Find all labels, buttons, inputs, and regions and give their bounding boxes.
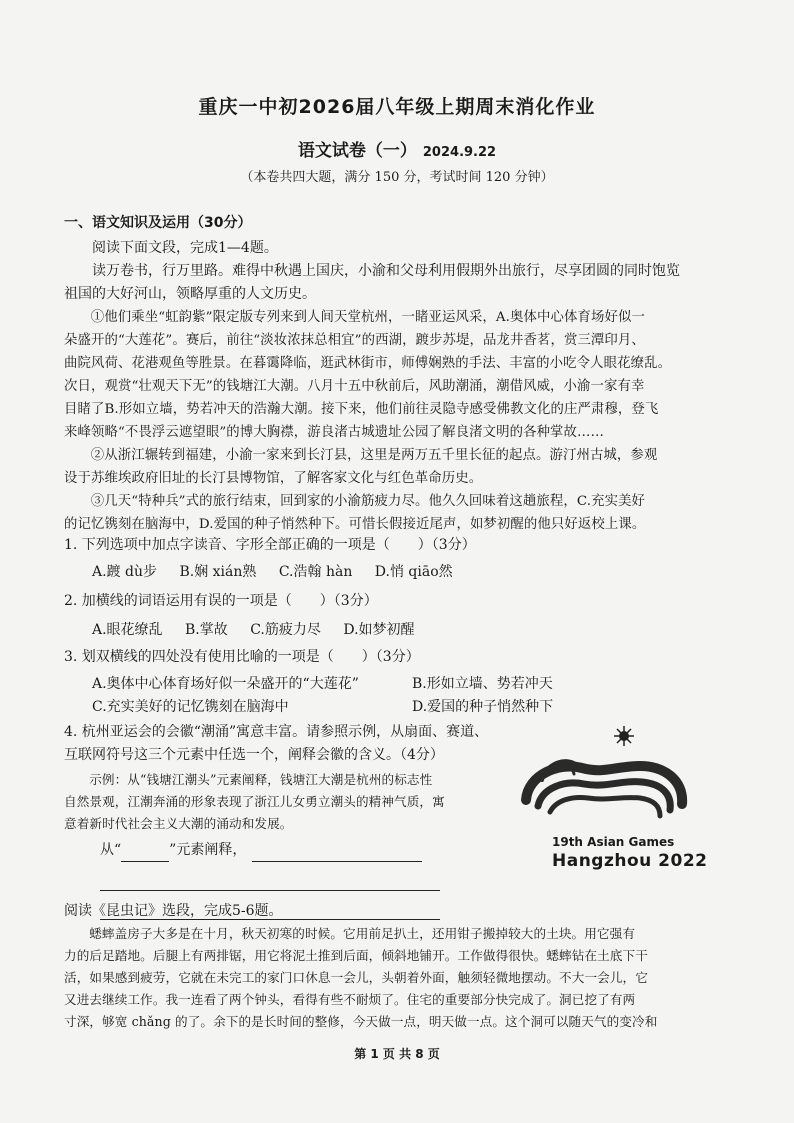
q3-option-a: A.奥体中心体育场好似一朵盛开的“大莲花” [92, 676, 359, 692]
exam-subtitle [0, 136, 794, 161]
q2-option-b: B.掌故 [185, 622, 228, 638]
exam-date: 2024.9.22 [422, 145, 497, 160]
q2-stem: 2. 加横线的词语运用有误的一项是（ ）（3分） [64, 593, 378, 609]
q1-option-a: A.踱 dù步 [92, 564, 157, 580]
passage-line: 朵盛开的“大莲花”。赛后，前往“淡妆浓抹总相宜”的西湖，踱步苏堤，品龙井香茗，赏三潭印月、 [64, 333, 645, 348]
q4-element-blank[interactable] [121, 845, 169, 862]
section2-line: 又进去继续工作。我一连看了两个钟头，看得有些不耐烦了。住宅的重要部分快完成了。洞已挖了有两 [64, 992, 636, 1007]
passage-line: ②从浙江辗转到福建，小渝一家来到长汀县，这里是两万五千里长征的起点。游汀州古城，参观 [90, 448, 658, 463]
q4-answer-prefix: 从“ [100, 842, 122, 858]
q3-option-b: B.形如立墙、势若冲天 [412, 676, 553, 692]
q2-option-d: D.如梦初醒 [343, 622, 415, 638]
q1-option-d: D.悄 qiāo然 [374, 564, 453, 580]
section1-heading: 一、语文知识及运用（30分） [64, 215, 252, 231]
passage-intro: 阅读下面文段，完成1—4题。 [92, 240, 278, 256]
exam-note: （本卷共四大题，满分 150 分，考试时间 120 分钟） [240, 170, 554, 185]
q3-stem: 3. 划双横线的四处没有使用比喻的一项是（ ）（3分） [64, 649, 420, 665]
q3-option-d: D.爱国的种子悄然种下 [412, 699, 554, 715]
passage-line: 目睹了B.形如立墙，势若冲天的浩瀚大潮。接下来，他们前往灵隐寺感受佛教文化的庄严肃穆，登飞 [64, 402, 659, 417]
passage-line: 设于苏维埃政府旧址的长汀县博物馆，了解客家文化与红色革命历史。 [64, 471, 483, 486]
passage-line: 的记忆镌刻在脑海中，D.爱国的种子悄然种下。可惜长假接近尾声，如梦初醒的他只好返校上课。 [64, 517, 646, 532]
passage-line: ③几天“特种兵”式的旅行结束，回到家的小渝筋疲力尽。他久久回味着这趟旅程，C.充实美好 [90, 494, 646, 509]
passage-line: 祖国的大好河山，领略厚重的人文历史。 [64, 286, 316, 302]
section2-block [64, 900, 744, 1033]
passage-line: 来峰领略“不畏浮云遮望眼”的博大胸襟，游良渚古城遗址公园了解良渚文明的各种掌故…… [64, 425, 605, 440]
q2-option-a: A.眼花缭乱 [92, 622, 163, 638]
section2-line: 活，如果感到疲劳，它就在未完工的家门口休息一会儿，头朝着外面，触须轻微地摆动。不大一会儿，它 [64, 970, 648, 985]
q4-answer-mid: ”元素阐释， [169, 842, 247, 858]
q2-options [64, 619, 744, 642]
passage-line: 曲院风荷、花港观鱼等胜景。在暮霭降临，逛武林街市，师傅娴熟的手法、丰富的小吃令人眼花缭乱。 [64, 356, 672, 371]
q4-example-line: 自然景观，江潮奔涌的形象表现了浙江儿女勇立潮头的精神气质，寓 [64, 794, 445, 809]
q4-stem-line2: 互联网符号这三个元素中任选一个，阐释会徽的含义。（4分） [64, 747, 444, 763]
q4-example-line: 意着新时代社会主义大潮的涌动和发展。 [64, 816, 293, 831]
page-footer: 第 1 页 共 8 页 [354, 1047, 440, 1061]
q4-answer-blank[interactable] [100, 874, 440, 891]
q3-option-c: C.充实美好的记忆镌刻在脑海中 [92, 699, 289, 715]
q1-options [64, 561, 744, 584]
passage-line: 次日，观赏“壮观天下无”的钱塘江大潮。八月十五中秋前后，风助潮涌，潮借风威，小渝一家有幸 [64, 379, 645, 394]
page-title: 重庆一中初2026届八年级上期周末消化作业 [198, 96, 596, 118]
q2-option-c: C.筋疲力尽 [250, 622, 321, 638]
logo-line1: 19th Asian Games [552, 835, 675, 849]
logo-line2: Hangzhou 2022 [552, 851, 708, 871]
q1-option-c: C.浩翰 hàn [278, 564, 353, 580]
q4-answer-blank[interactable] [252, 845, 422, 862]
sun-icon [614, 726, 634, 746]
q4-example-line: 示例：从“钱塘江潮头”元素阐释，钱塘江大潮是杭州的标志性 [89, 772, 433, 787]
q1-stem: 1. 下列选项中加点字读音、字形全部正确的一项是（ ）（3分） [64, 537, 476, 553]
passage-line: ①他们乘坐“虹韵紫”限定版专列来到人间天堂杭州，一睹亚运风采，A.奥体中心体育场好似一 [90, 310, 645, 325]
wave-emblem-icon [526, 761, 682, 816]
section2-line: 蟋蟀盖房子大多是在十月，秋天初寒的时候。它用前足扒土，还用钳子搬掉较大的土块。用它强有 [89, 926, 636, 941]
q4-stem-line1: 4. 杭州亚运会的会徽“潮涌”寓意丰富。请参照示例，从扇面、赛道、 [64, 724, 489, 740]
passage-line: 读万卷书，行万里路。难得中秋遇上国庆，小渝和父母利用假期外出旅行，尽享团圆的同时饱览 [92, 263, 680, 279]
section1-passage [64, 237, 744, 536]
section2-intro: 阅读《昆虫记》选段，完成5-6题。 [64, 903, 283, 919]
subtitle-text: 语文试卷（一） [297, 141, 417, 161]
q3-options-row1 [64, 673, 744, 696]
section2-line: 力的后足踏地。后腿上有两排锯，用它将泥土推到后面，倾斜地铺开。工作做得很快。蟋蟀钻在土底下干 [64, 948, 648, 963]
q1-option-b: B.娴 xián熟 [179, 564, 257, 580]
q3-options-row2 [64, 696, 744, 719]
section2-line: 寸深，够宽 chǎng 的了。余下的是长时间的整修，今天做一点，明天做一点。这个洞可以随天气的变冷和 [64, 1014, 658, 1029]
